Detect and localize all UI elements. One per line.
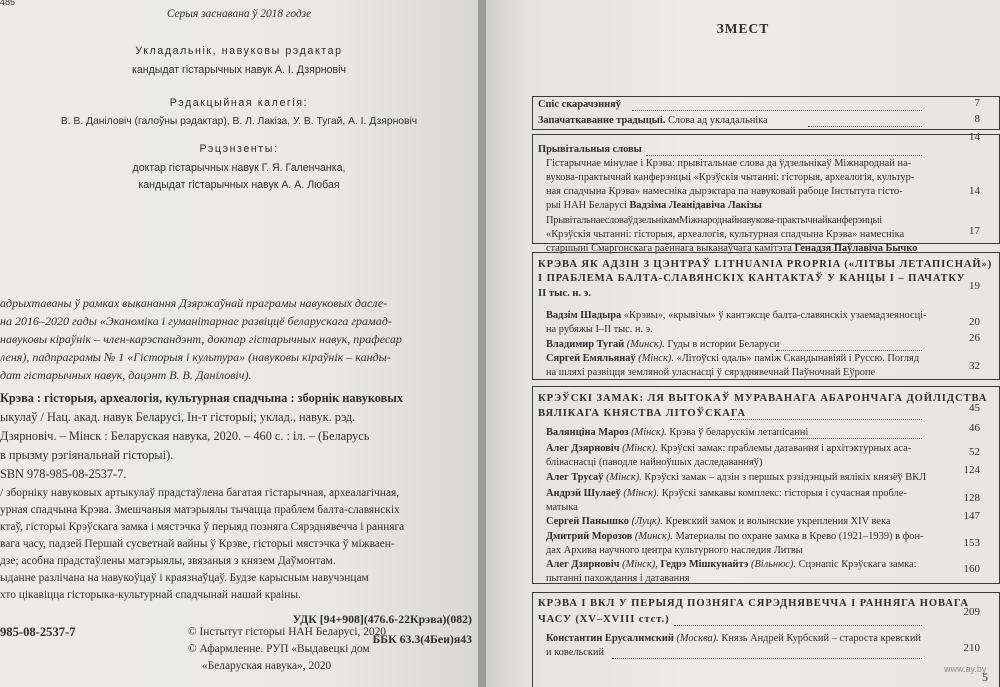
- toc-city: (Луцк).: [631, 516, 663, 527]
- series-note: Серыя заснавана ў 2018 годзе: [166, 8, 312, 20]
- toc-title-line: Крэва ў беларускім летапісанні: [669, 427, 809, 438]
- leader-dots: [808, 126, 922, 127]
- toc-title-line: пытанні пахождання і датавання: [546, 573, 690, 584]
- toc-title-line: и ковельский: [546, 647, 605, 658]
- toc-section-header-line[interactable]: ІІ тыс. н. э.: [538, 288, 591, 299]
- contents-title: ЗМЕСТ: [716, 21, 770, 36]
- toc-entry[interactable]: [546, 427, 808, 438]
- toc-section-header-line[interactable]: КРЭЎСКІ ЗАМАК: ЛЯ ВЫТОКАЎ МУРАВАНАГА АБАРОНЧАГА ДОЙЛІДСТВА: [538, 393, 988, 404]
- toc-section-header-line[interactable]: КРЭВА ЯК АДЗІН З ЦЭНТРАЎ LITHUANIA PROPRIA («ЛІТВЫ ЛЕТАПІСНАЙ»): [538, 259, 993, 270]
- toc-section-header-line[interactable]: І ПРАБЛЕМА БАЛТА-СЛАВЯНСКІХ КАНТАКТАЎ У КАНЦЫ І – ПАЧАТКУ: [538, 273, 966, 284]
- toc-entry[interactable]: [546, 353, 919, 364]
- toc-section-header-line[interactable]: КРЭВА І ВКЛ У ПЕРЫЯД ПОЗНЯГА СЯРЭДНЯВЕЧЧА І РАННЯГА НОВАГА: [538, 598, 969, 609]
- toc-entry-foreword-bold: Запачаткаванне традыцыі.: [538, 115, 666, 126]
- copyright-line: © Афармленне. РУП «Выдавецкі дом: [188, 643, 370, 655]
- copyright-line: «Беларуская навука», 2020: [202, 660, 332, 672]
- toc-author: Алег Трусаў: [546, 472, 604, 483]
- toc-page-number: 52: [969, 446, 980, 458]
- toc-title-line: матыка: [546, 502, 578, 513]
- program-line: адрыхтаваны ў рамках выканання Дзяржаўнай праграмы навуковых дасле-: [0, 296, 388, 310]
- toc-line: «Крэўскія чытанні: гісторыя, археалогія, культурная спадчына Крэва» намесніка: [546, 229, 905, 240]
- toc-page-number: 153: [963, 537, 980, 549]
- toc-page-number: 14: [969, 131, 980, 143]
- toc-page-number: 8: [974, 113, 980, 125]
- toc-entry[interactable]: [546, 310, 927, 321]
- toc-page-number: 124: [963, 464, 980, 476]
- toc-city: (Мінск).: [606, 472, 642, 483]
- watermark: www.ay.by: [944, 664, 987, 674]
- annotation-line: ктаў, гісторыі Крэўскага замка і мястэчка ў перыяд позняга Сярэднявечча і ранняга: [0, 521, 405, 533]
- toc-city: (Мінск).: [622, 443, 658, 454]
- toc-author: Алег Дзярновіч: [546, 443, 620, 454]
- page-number-bottom: 5: [982, 670, 988, 684]
- toc-entry[interactable]: [546, 488, 907, 499]
- annotation-line: / зборніку навуковых артыкулаў прадстаўлена багатая гістарычная, археалагічная,: [0, 487, 400, 499]
- toc-entry[interactable]: [546, 339, 779, 350]
- toc-entry-abbreviations[interactable]: Спіс скарачэнняў: [538, 99, 621, 110]
- toc-page-number: 19: [969, 280, 980, 292]
- toc-author: Дмитрий Морозов: [546, 531, 633, 542]
- bbk-code: ББК 63.3(4Беи)я43: [372, 632, 472, 646]
- toc-author: Константин Ерусалимский: [546, 633, 674, 644]
- toc-city: (Москва).: [676, 633, 719, 644]
- toc-line-plain: рыі НАН Беларусі: [546, 200, 630, 211]
- toc-title-line: на рубяжы І–ІІ тыс. н. э.: [546, 324, 653, 335]
- page-corner-number: 485: [0, 0, 16, 7]
- toc-page-number: 210: [963, 642, 980, 654]
- toc-line: ПрывітальнаесловаўдзельнікамМіжнароднайнавукова-практычнайканферэнцыі: [546, 215, 882, 226]
- toc-city: (Мінск).: [623, 488, 660, 499]
- program-line: дат гістарычных навук, дацэнт В. В. Даніловіч).: [0, 368, 252, 382]
- leader-dots: [674, 625, 922, 626]
- leader-dots: [612, 658, 922, 659]
- toc-line: вукова-практычнай канферэнцыі «Крэўскія чытанні: гісторыя, археалогія, культур-: [546, 172, 915, 183]
- biblio-line: Дзярновіч. – Мінск : Беларуская навука, 2020. – 460 с. : іл. – (Беларусь: [0, 429, 370, 443]
- toc-page-number: 32: [969, 360, 980, 372]
- program-line: на 2016–2020 гады «Эканоміка і гуманітарнае развіццё беларускага грамад-: [0, 314, 392, 328]
- udk-code: УДК [94+908](476.6-22Крэва)(082): [292, 612, 472, 626]
- toc-title-line: Крэўскі замак: праблемы датавання і архітэктурных аса-: [660, 443, 912, 454]
- editor-label: Укладальнік, навуковы рэдактар: [135, 45, 343, 57]
- toc-title-line: «Літоўскі одаль» паміж Скандынавіяй і Руссю. Погляд: [676, 353, 920, 364]
- toc-author: Гедрэ Мішкунайтэ: [660, 559, 749, 570]
- toc-title-line: Князь Андрей Курбский – староста кревский: [721, 633, 921, 644]
- annotation-line: ыданне разлічана на навукоўцаў і краязнаўцаў. Будзе карысным навучэнцам: [0, 572, 369, 584]
- toc-entry[interactable]: [546, 472, 926, 483]
- toc-entry[interactable]: [546, 559, 917, 570]
- toc-page-number: 7: [974, 97, 980, 109]
- toc-entry-greeting-1[interactable]: [546, 200, 762, 211]
- editor-name: кандыдат гістарычных навук А. І. Дзярновіч: [132, 64, 346, 76]
- toc-title-line: Материалы по охране замка в Крево (1921–1939) в фон-: [675, 531, 924, 542]
- toc-page-number: 17: [969, 225, 980, 237]
- program-line: навуковы кіраўнік – член-карэспандэнт, доктар гістарычных навук, прафесар: [0, 332, 402, 346]
- toc-author: Валянціна Мароз: [546, 427, 629, 438]
- toc-title-line: Кревский замок и волынские укрепления XIV века: [665, 516, 891, 527]
- annotation-line: урная спадчына Крэва. Змешчаныя матэрыялы тычацца праблем балта-славянскіх: [0, 504, 400, 516]
- toc-entry-foreword[interactable]: [538, 115, 768, 126]
- annotation-line: дзе; асобна прадстаўлены матэрыялы, звязаныя з князем Даўмонтам.: [0, 555, 336, 567]
- leader-dots: [646, 155, 922, 156]
- biblio-line-text: Крэва : гісторыя, археалогія, культурная спадчына : зборнік навуковых: [0, 391, 403, 405]
- toc-title-line: на шляхі развіцця земляной уласнасці ў сярэднявечнай Паўночнай Еўропе: [546, 367, 876, 378]
- toc-page-number: 20: [969, 316, 980, 328]
- toc-entry-foreword-text: Слова ад укладальніка: [665, 115, 768, 126]
- program-line: леня), падпраграмы № 1 «Гісторыя і культура» (навуковы кіраўнік – канды-: [0, 350, 391, 364]
- toc-author: Сергей Панышко: [546, 516, 629, 527]
- leader-dots: [792, 438, 922, 439]
- toc-city: (Мінск),: [622, 559, 658, 570]
- toc-author: Владимир Тугай: [546, 339, 625, 350]
- annotation-line: хто цікавіцца гісторыка-культурнай спадчынай нашай краіны.: [0, 589, 301, 601]
- toc-author: Алег Дзярновіч: [546, 559, 620, 570]
- toc-city: (Минск).: [626, 339, 665, 350]
- toc-line-bold: Генадзя Паўлавіча Бычко: [794, 243, 918, 254]
- left-page: [0, 0, 478, 687]
- toc-page-number: 14: [969, 185, 980, 197]
- toc-author: Андрэй Шулаеў: [546, 488, 621, 499]
- toc-page-number: 26: [969, 332, 980, 344]
- toc-page-number: 209: [963, 606, 980, 618]
- toc-entry[interactable]: [546, 443, 911, 454]
- toc-city: (Минск).: [634, 531, 673, 542]
- board-label: Рэдакцыйная калегія:: [169, 97, 309, 109]
- biblio-line: ыкулаў / Нац. акад. навук Беларусі, Ін-т гісторыі; уклад., навук. рэд.: [0, 410, 356, 424]
- toc-line: Гістарычнае мінулае і Крэва: прывітальнае слова да ўдзельнікаў Міжнароднай на-: [546, 158, 912, 169]
- biblio-isbn: SBN 978-985-08-2537-7.: [0, 467, 127, 481]
- biblio-line: [0, 391, 403, 406]
- toc-greetings-header[interactable]: Прывітальныя словы: [538, 144, 642, 155]
- toc-title-line: «Крэвы», «крывічы» ў кантэксце балта-славянскіх узаемадзеяносці-: [623, 310, 927, 321]
- isbn-bottom: 985-08-2537-7: [0, 625, 76, 639]
- toc-city: (Мінск).: [631, 427, 667, 438]
- toc-author: Вадзім Шадыра: [546, 310, 622, 321]
- annotation-line: вага часу, падзей Першай сусветнай вайны ў Крэве, гісторыі мястэчка ў міжваен-: [0, 538, 395, 550]
- biblio-line: в прызму рэгіянальнай гісторыі).: [0, 448, 174, 462]
- toc-page-number: 160: [963, 563, 980, 575]
- leader-dots: [776, 350, 922, 351]
- toc-line-plain: старшыні Смаргонскага раённага выканаўчага камітэта: [546, 243, 795, 254]
- toc-line: ная спадчына Крэва» намесніка дырэктара па навуковай рабоце Інстытута гісто-: [546, 186, 903, 197]
- toc-entry[interactable]: [546, 531, 924, 542]
- toc-page-number: 46: [969, 422, 980, 434]
- board-names: В. В. Даніловіч (галоўны рэдактар), В. Л. Лакіза, У. В. Тугай, А. І. Дзярновіч: [60, 116, 418, 127]
- toc-page-number: 147: [963, 510, 980, 522]
- toc-page-number: 128: [963, 492, 980, 504]
- toc-title-line: бліваснасці (паводле найноўшых даследаванняў): [546, 457, 763, 468]
- reviewers-label: Рэцэнзенты:: [199, 143, 279, 155]
- toc-section-header-line[interactable]: ЧАСУ (XV–XVIII стст.): [538, 614, 670, 625]
- toc-line-bold: Вадзіма Леанідавіча Лакізы: [629, 200, 762, 211]
- toc-page-number: 45: [969, 402, 980, 414]
- toc-entry[interactable]: [546, 516, 891, 527]
- leader-dots: [730, 419, 922, 420]
- toc-title-line: дах Архива научного центра культурного наследия Литвы: [546, 545, 803, 556]
- toc-city: (Мінск).: [638, 353, 674, 364]
- toc-author: Сяргей Емяльянаў: [546, 353, 636, 364]
- reviewer-1: доктар гістарычных навук Г. Я. Галенчанка,: [132, 162, 346, 174]
- reviewer-2: кандыдат гістарычных навук А. А. Любая: [138, 179, 340, 191]
- copyright-line: © Інстытут гісторыі НАН Беларусі, 2020: [188, 626, 387, 638]
- toc-title-line: Сцэнапіс Крэўскага замка:: [798, 559, 917, 570]
- right-page: [486, 0, 1000, 687]
- toc-title-line: Крэўскі замак – адзін з першых рэзідэнцый вялікіх князёў ВКЛ: [644, 472, 927, 483]
- toc-title-line: Гуды в истории Беларуси: [667, 339, 780, 350]
- toc-section-header-line[interactable]: ВЯЛІКАГА КНЯСТВА ЛІТОЎСКАГА: [538, 408, 746, 419]
- toc-title-line: Крэўскі замкавы комплекс: гісторыя і сучасная пробле-: [661, 488, 907, 499]
- leader-dots: [632, 110, 922, 111]
- toc-city: (Вільнюс).: [751, 559, 796, 570]
- toc-entry[interactable]: [546, 633, 921, 644]
